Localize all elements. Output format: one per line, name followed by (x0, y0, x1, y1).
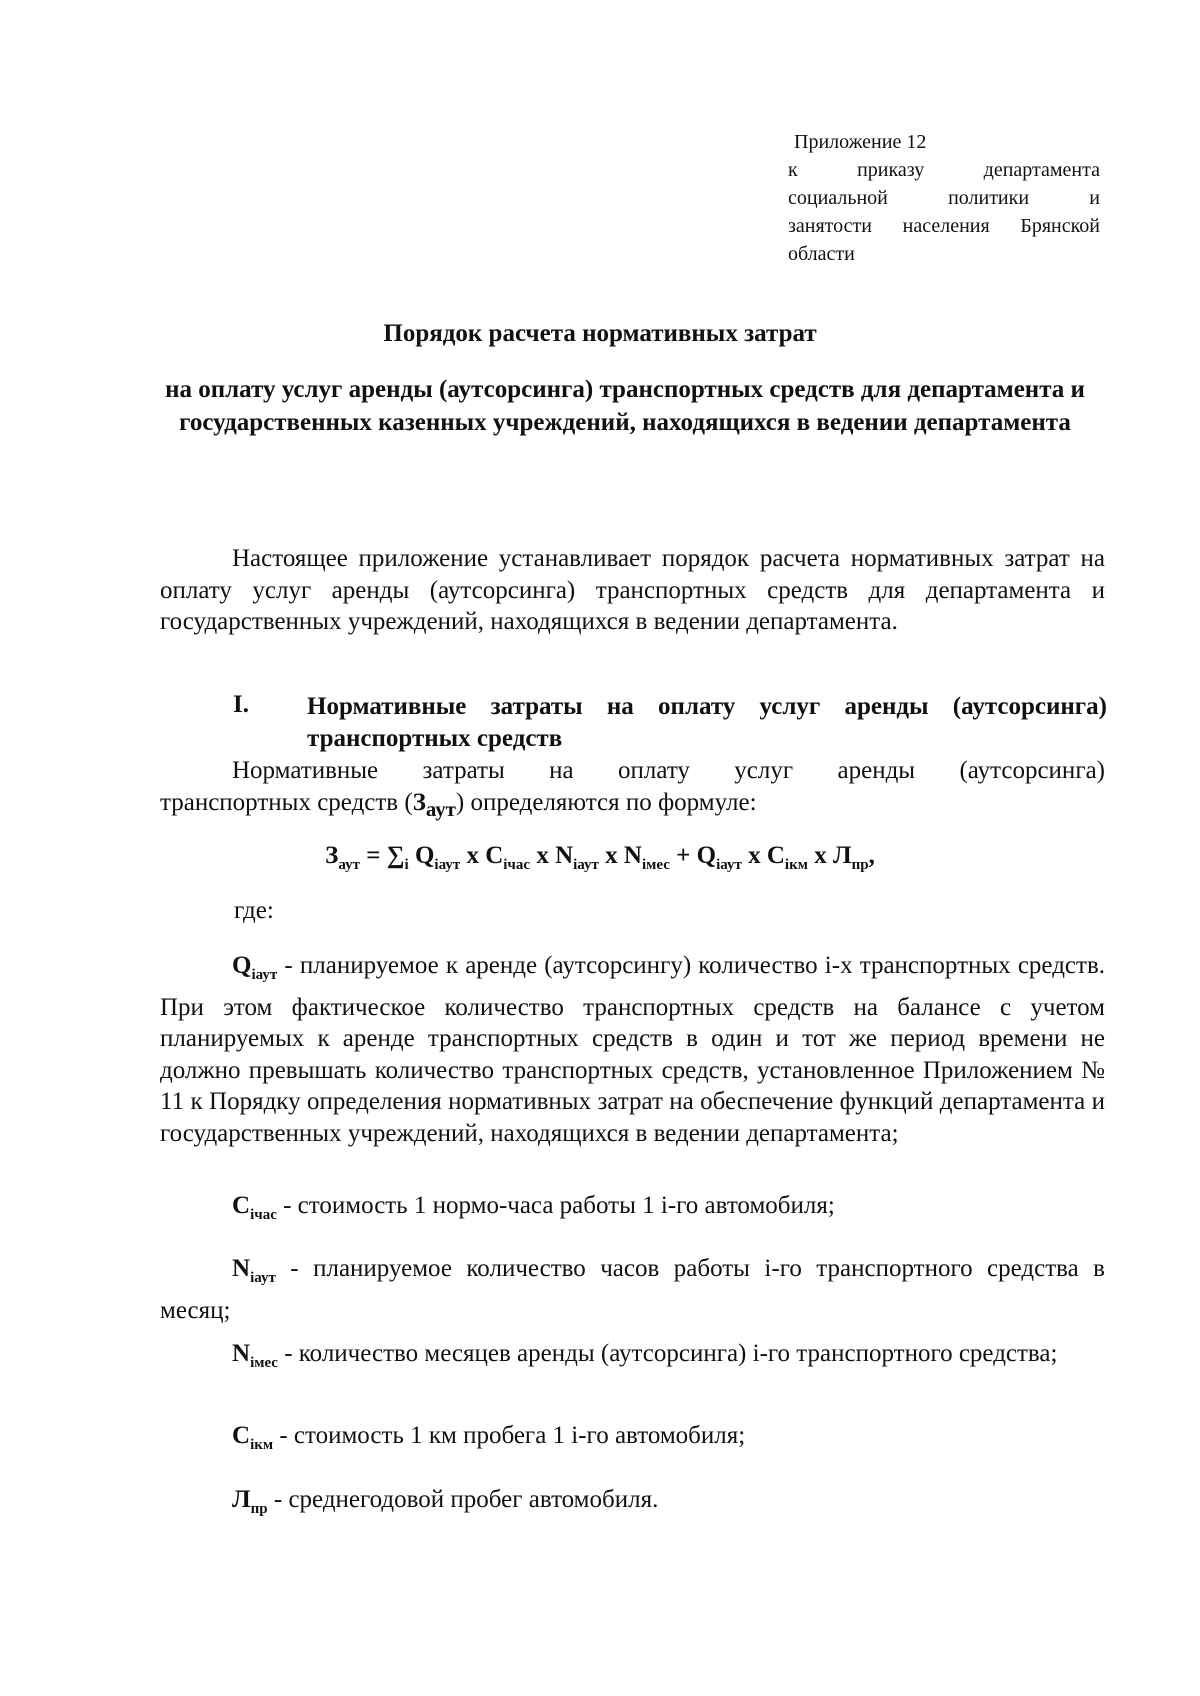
symbol: C (232, 1192, 251, 1219)
formula-subscript: iмес (641, 857, 670, 873)
definition-text: - стоимость 1 км пробега 1 i-го автомобиля; (273, 1422, 746, 1449)
where-label: где: (234, 897, 274, 924)
definition-c-hour (160, 1190, 1105, 1232)
symbol: C (232, 1422, 251, 1449)
intro-paragraph: Настоящее приложение устанавливает порядок расчета нормативных затрат на оплату услуг аренды (аутсорсинга) транспортных средств для департамента и государственных учреждений, находящихся в ведении департамента. (160, 545, 1105, 635)
formula-subscript: iаут (434, 857, 461, 873)
definition-symbol (232, 1486, 268, 1517)
appendix-number: Приложение 12 (794, 131, 927, 153)
formula-subscript: iаут (573, 857, 599, 873)
formula-intro-line (160, 787, 1105, 826)
document-title: Порядок расчета нормативных затрат (383, 320, 817, 347)
formula-intro-text: транспортных средств ( (160, 788, 413, 816)
formula-symbol: x Л (807, 842, 852, 869)
definition-text: - планируемое количество часов работы i-го транспортного средства в месяц; (160, 1255, 1105, 1324)
definition-text: - среднегодовой пробег автомобиля. (267, 1486, 659, 1513)
formula-subscript: iаут (716, 857, 742, 873)
symbol-subscript: iмес (250, 1355, 278, 1371)
definition-mileage (160, 1484, 1105, 1526)
formula-symbol: x N (598, 842, 642, 869)
definition-symbol (232, 1422, 274, 1453)
definition-symbol (232, 1255, 276, 1286)
definition-symbol (232, 952, 278, 983)
definition-text: - планируемое к аренде (аутсорсингу) количество i-х транспортных средств. При этом фактическое количество транспортных средств на балансе с учетом планируемых к аренде транспортных средств в один и тот же период времени не должно превышать количество транспортных средств, установленное Приложением № 11 к Порядку определения нормативных затрат на обеспечение функций департамента и государственных учреждений, находящихся в ведении департамента; (160, 952, 1105, 1147)
formula-subscript: i (404, 857, 409, 873)
symbol: Л (232, 1486, 251, 1513)
formula-symbol: x N (530, 842, 574, 869)
formula-subscript: пр (851, 857, 869, 873)
definition-q (160, 950, 1105, 1149)
formula-punctuation: , (868, 842, 875, 869)
definition-symbol (232, 1192, 277, 1223)
definition-c-km (160, 1420, 1105, 1462)
formula-subscript: аут (338, 857, 360, 873)
symbol: N (232, 1340, 251, 1367)
symbol: З (412, 788, 426, 816)
symbol-subscript: iкм (250, 1437, 274, 1453)
definition-text: - количество месяцев аренды (аутсорсинга) i-го транспортного средства; (277, 1340, 1058, 1367)
appendix-line: занятости населения Брянской (788, 215, 1100, 237)
formula-symbol: З (325, 842, 339, 869)
formula-symbol: x C (460, 842, 504, 869)
section-title: Нормативные затраты на оплату услуг аренды (аутсорсинга) транспортных средств (307, 693, 1107, 752)
definition-symbol (232, 1340, 278, 1371)
formula-intro-text: ) определяются по формуле: (455, 788, 757, 816)
definition-n-months (160, 1338, 1105, 1380)
cost-formula (0, 842, 1200, 874)
formula-symbol: Q (408, 842, 435, 869)
section-number: I. (233, 691, 249, 718)
appendix-line: социальной политики и (788, 187, 1100, 209)
formula-symbol: + Q (669, 842, 717, 869)
formula-operator: = ∑ (359, 842, 405, 869)
appendix-note (788, 128, 1100, 268)
document-subtitle: на оплату услуг аренды (аутсорсинга) транспортных средств для департамента и государственных казенных учреждений, находящихся в ведении департамента (165, 376, 1085, 436)
formula-intro-line: Нормативные затраты на оплату услуг аренды (аутсорсинга) (232, 757, 1105, 784)
appendix-line: области (788, 243, 855, 265)
symbol-subscript: iчас (250, 1207, 277, 1223)
symbol: Q (232, 952, 252, 979)
definition-text: - стоимость 1 нормо-часа работы 1 i-го автомобиля; (276, 1192, 835, 1219)
definition-n-hours (160, 1253, 1105, 1326)
formula-symbol: x C (741, 842, 785, 869)
symbol-subscript: iаут (251, 967, 278, 983)
symbol-subscript: аут (425, 796, 456, 821)
appendix-line: к приказу департамента (788, 159, 1100, 181)
symbol-subscript: пр (250, 1501, 268, 1517)
formula-intro-symbol (412, 788, 456, 821)
formula-subscript: iкм (784, 857, 808, 873)
formula-intro-paragraph (160, 755, 1105, 825)
symbol-subscript: iаут (250, 1270, 276, 1286)
symbol: N (232, 1255, 251, 1282)
formula-subscript: iчас (503, 857, 531, 873)
